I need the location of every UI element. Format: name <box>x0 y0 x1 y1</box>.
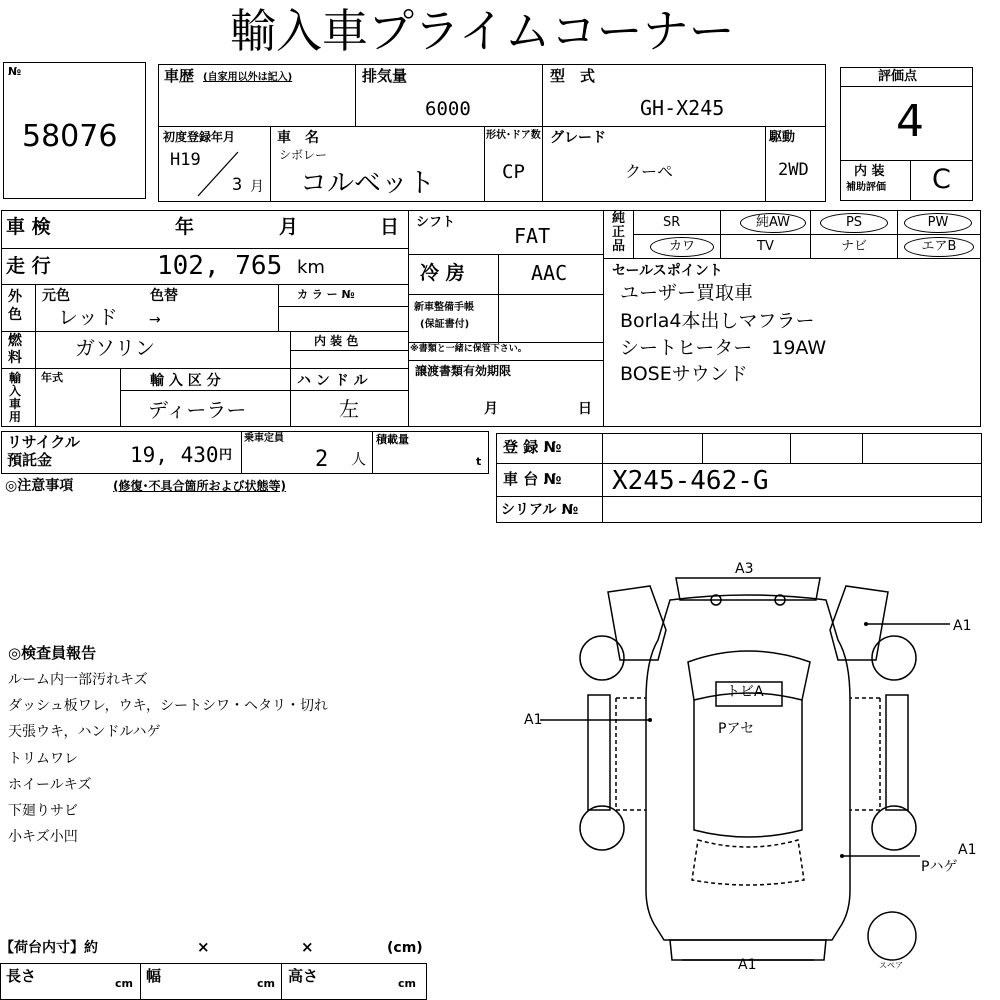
first-reg-month: 3 <box>232 175 243 195</box>
sales-point-4: BOSEサウンド <box>620 363 748 385</box>
caution-label: ◎注意事項 <box>5 478 74 494</box>
damage-body: Pアセ <box>718 721 755 737</box>
import-year-label: 年式 <box>41 371 63 384</box>
interior-label: 内 装 <box>854 164 885 179</box>
lot-label: № <box>8 65 22 78</box>
report-item: ルーム内一部汚れキズ <box>8 672 148 688</box>
report-title: ◎検査員報告 <box>8 644 97 662</box>
repaint-label: 色替 <box>150 288 178 304</box>
chassis-label: 車 台 № <box>503 470 562 488</box>
fuel-side-label: 燃料 <box>8 333 22 366</box>
shape-value: CP <box>502 161 525 183</box>
option-navi: ナビ <box>841 239 868 254</box>
cargo-header: 【荷台内寸】約 <box>0 940 98 956</box>
page-title: 輸入車プライムコーナー <box>230 4 735 58</box>
capacity-unit: 人 <box>351 450 367 468</box>
load-label: 積載量 <box>376 433 409 446</box>
car-name-label: 車 名 <box>277 130 319 146</box>
history-label: 車歴 <box>164 67 195 85</box>
damage-bottom: A1 <box>738 957 757 973</box>
recycle-label: リサイクル <box>7 433 80 451</box>
report-item: 小キズ小凹 <box>8 829 78 845</box>
score-label: 評価点 <box>878 69 918 84</box>
report-item: トリムワレ <box>8 751 78 767</box>
displacement-value: 6000 <box>425 98 471 120</box>
shift-label: シフト <box>416 215 456 230</box>
drive-label: 駆動 <box>769 130 796 145</box>
color-side-label: 外色 <box>8 289 22 323</box>
import-class-value: ディーラー <box>148 398 247 422</box>
cargo-width-label: 幅 <box>146 967 162 985</box>
interior-color-label: 内 装 色 <box>314 334 359 348</box>
option-leather: カワ <box>650 237 714 257</box>
damage-right-bottom-note: Pハゲ <box>921 859 958 875</box>
spec-box <box>1 210 981 427</box>
registration-label: 登 録 № <box>503 438 562 456</box>
inspection-day: 日 <box>380 216 400 238</box>
cargo-length-unit: cm <box>115 977 133 990</box>
sales-point-3: シートヒーター 19AW <box>620 337 827 359</box>
score-value: 4 <box>896 96 924 147</box>
shape-label: 形状･ドア数 <box>486 130 541 141</box>
cargo-times-1: × <box>197 938 210 956</box>
cargo-height-unit: cm <box>398 977 416 990</box>
cargo-width-unit: cm <box>257 977 275 990</box>
maintenance-label: 新車整備手帳 <box>414 302 474 313</box>
color-arrow: → <box>149 312 161 328</box>
options-side-label: 純正品 <box>612 211 626 254</box>
transfer-day: 日 <box>578 401 592 417</box>
first-reg-month-unit: 月 <box>250 179 264 195</box>
import-side-label: 輸入車用 <box>9 371 22 424</box>
caution-sub: (修復･不具合箇所および状態等) <box>113 479 286 493</box>
report-item: ホイールキズ <box>8 777 92 793</box>
import-class-label: 輸 入 区 分 <box>150 373 221 389</box>
damage-top: A3 <box>735 561 754 577</box>
inspection-year: 年 <box>175 216 195 238</box>
car-diagram <box>520 560 990 990</box>
inspection-month: 月 <box>279 216 299 238</box>
damage-roof: トビA <box>726 684 764 700</box>
cargo-height-label: 高さ <box>288 967 319 985</box>
option-alloy-wheel: 純AW <box>740 213 806 233</box>
option-tv: TV <box>757 239 774 254</box>
report-item: 天張ウキ，ハンドルハゲ <box>8 724 161 740</box>
fuel-value: ガソリン <box>75 336 155 360</box>
mileage-unit: km <box>297 257 325 278</box>
original-color-label: 元色 <box>42 288 70 304</box>
cargo-times-2: × <box>301 938 314 956</box>
shift-value: FAT <box>514 224 551 248</box>
cargo-length-label: 長さ <box>6 967 37 985</box>
cargo-box <box>0 963 427 1000</box>
handle-label: ハ ン ド ル <box>297 373 368 389</box>
history-sub: (自家用以外は記入) <box>203 72 293 83</box>
interior-label-sub: 補助評価 <box>846 182 886 193</box>
option-power-window: PW <box>904 213 972 233</box>
damage-right-bottom: A1 <box>958 842 977 858</box>
option-airbag: エアB <box>904 237 974 257</box>
lot-number: 58076 <box>22 119 118 154</box>
sales-points-label: セールスポイント <box>612 263 723 279</box>
model-label: 型 式 <box>550 67 596 85</box>
recycle-unit: 円 <box>219 448 233 463</box>
mileage-value: 102, 765 <box>157 251 283 281</box>
car-maker: シボレー <box>279 148 328 162</box>
displacement-label: 排気量 <box>362 67 408 85</box>
first-reg-label: 初度登録年月 <box>163 130 236 144</box>
capacity-label: 乗車定員 <box>244 433 284 444</box>
inspection-label: 車 検 <box>6 216 51 238</box>
load-unit: t <box>476 455 482 468</box>
transfer-label: 譲渡書類有効期限 <box>415 364 512 378</box>
car-name-value: コルベット <box>300 168 435 199</box>
ac-value: AAC <box>531 261 568 285</box>
spare-label: スペア <box>879 961 903 970</box>
interior-value: C <box>932 164 951 195</box>
chassis-value: X245-462-G <box>612 466 769 496</box>
color-code-label: カ ラ ー № <box>297 288 355 301</box>
cargo-unit-header: (cm) <box>387 940 423 956</box>
recycle-value: 19, 430 <box>130 443 219 467</box>
mileage-label: 走 行 <box>6 255 51 277</box>
damage-left: A1 <box>524 712 543 728</box>
grade-value: クーペ <box>625 162 674 181</box>
drive-value: 2WD <box>778 160 809 180</box>
sales-point-2: Borla4本出しマフラー <box>620 310 815 332</box>
model-value: GH-X245 <box>640 96 725 120</box>
sales-point-1: ユーザー買取車 <box>620 282 754 304</box>
serial-label: シリアル № <box>501 502 579 518</box>
color-value: レッド <box>58 305 118 329</box>
handle-value: 左 <box>339 397 359 421</box>
report-item: 下廻りサビ <box>8 803 78 819</box>
option-power-steering: PS <box>820 213 888 233</box>
transfer-month: 月 <box>484 401 498 417</box>
ac-label: 冷 房 <box>420 262 465 284</box>
first-reg-era: H19 <box>170 150 201 170</box>
recycle-label-sub: 預託金 <box>7 451 53 469</box>
capacity-value: 2 <box>315 447 329 472</box>
option-sr: SR <box>663 215 681 230</box>
maintenance-sub: (保証書付) <box>420 319 470 330</box>
report-item: ダッシュ板ワレ，ウキ，シートシワ・ヘタリ・切れ <box>8 698 329 714</box>
maintenance-note: ※書類と一緒に保管下さい。 <box>410 344 527 354</box>
grade-label: グレード <box>550 130 606 146</box>
damage-right-top: A1 <box>953 618 972 634</box>
